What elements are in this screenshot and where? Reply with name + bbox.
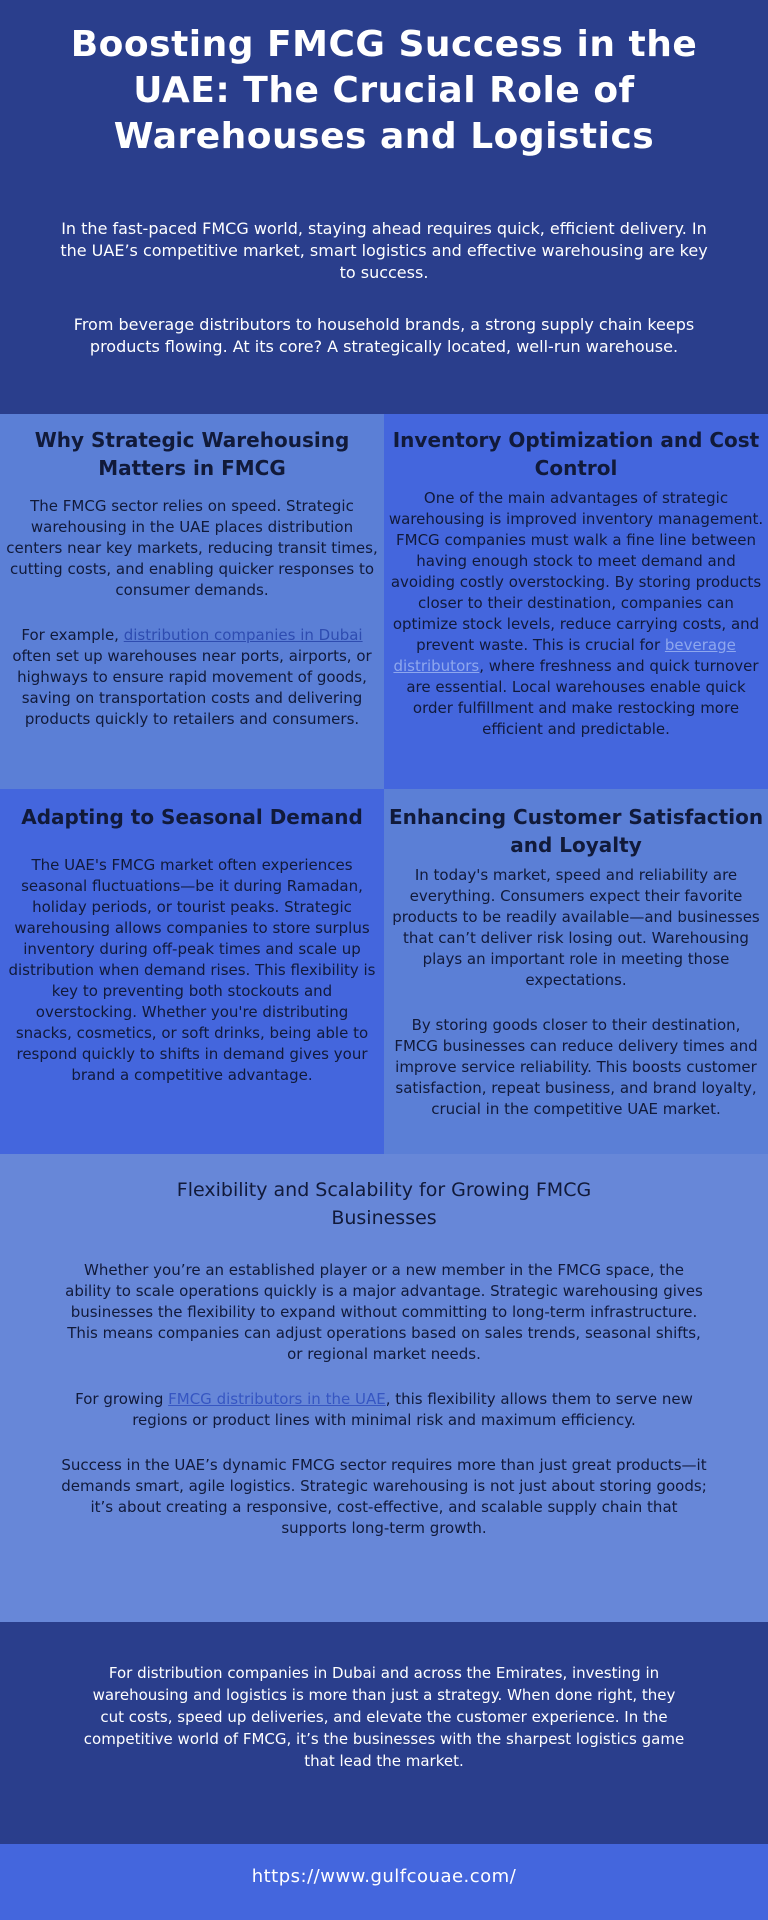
fmcg-distributors-link[interactable]: FMCG distributors in the UAE [168, 1390, 386, 1408]
section-heading: Why Strategic Warehousing Matters in FMCG [34, 428, 350, 480]
section-heading: Enhancing Customer Satisfaction and Loyalty [388, 805, 764, 857]
text-fragment: , this flexibility allows them to serve new regions or product lines with minimal risk and maximum efficiency. [132, 1390, 693, 1429]
website-url-bar [0, 1844, 768, 1920]
section-paragraph: Whether you’re an established player or a new member in the FMCG space, the ability to scale operations quickly is a major advantage. Strategic warehousing gives businesses the flexibility to expand without committing to long-term infrastructure. This means companies can adjust operations based on sales trends, seasonal shifts, or regional market needs. [65, 1261, 703, 1363]
section-strategic-warehousing [0, 414, 384, 789]
section-flexibility-scalability [0, 1154, 768, 1622]
text-fragment: often set up warehouses near ports, airports, or highways to ensure rapid movement of goods, saving on transportation costs and delivering products quickly to retailers and consumers. [12, 647, 372, 728]
section-heading: Inventory Optimization and Cost Control [392, 428, 760, 480]
section-paragraph [60, 1389, 708, 1431]
text-fragment: For growing [75, 1390, 169, 1408]
footer-conclusion [0, 1622, 768, 1844]
page-title: Boosting FMCG Success in the UAE: The Crucial Role of Warehouses and Logistics [70, 24, 698, 157]
beverage-distributors-link[interactable]: beverage distributors [393, 636, 736, 675]
section-paragraph: The UAE's FMCG market often experiences seasonal fluctuations—be it during Ramadan, holiday periods, or tourist peaks. Strategic warehousing allows companies to store surplus inventory during off-peak times and scale up distribution when demand rises. This flexibility is key to preventing both stockouts and overstocking. Whether you're distributing snacks, cosmetics, or soft drinks, being able to respond quickly to shifts in demand gives your brand a competitive advantage. [8, 856, 376, 1084]
text-fragment: One of the main advantages of strategic warehousing is improved inventory management. FMCG companies must walk a fine line between having enough stock to meet demand and avoiding costly overstocking. By storing products closer to their destination, companies can optimize stock levels, reduce carrying costs, and prevent waste. This is crucial for [388, 489, 764, 654]
section-heading: Flexibility and Scalability for Growing FMCG Businesses [176, 1179, 592, 1229]
section-paragraph [6, 625, 378, 730]
intro-paragraph-2: From beverage distributors to household brands, a strong supply chain keeps products flowing. At its core? A strategically located, well-run warehouse. [73, 315, 695, 356]
section-paragraph [388, 488, 764, 740]
text-fragment: For example, [21, 626, 124, 644]
section-inventory-optimization [384, 414, 768, 789]
distribution-companies-link[interactable]: distribution companies in Dubai [123, 626, 363, 644]
section-paragraph: Success in the UAE’s dynamic FMCG sector requires more than just great products—it demands smart, agile logistics. Strategic warehousing is not just about storing goods; it’s about creating a responsive, cost-effective, and scalable supply chain that supports long-term growth. [61, 1456, 707, 1537]
section-paragraph: In today's market, speed and reliability are everything. Consumers expect their favorite products to be readily available—and businesses that can’t deliver risk losing out. Warehousing plays an important role in meeting those expectations. [392, 866, 760, 989]
section-seasonal-demand [0, 789, 384, 1154]
intro-paragraph-1: In the fast-paced FMCG world, staying ahead requires quick, efficient delivery. In the UAE’s competitive market, smart logistics and effective warehousing are key to success. [60, 219, 708, 282]
section-heading: Adapting to Seasonal Demand [21, 805, 363, 829]
website-url-link[interactable]: https://www.gulfcouae.com/ [251, 1866, 517, 1887]
conclusion-paragraph: For distribution companies in Dubai and across the Emirates, investing in warehousing and logistics is more than just a strategy. When done right, they cut costs, speed up deliveries, and elevate the customer experience. In the competitive world of FMCG, it’s the businesses with the sharpest logistics game that lead the market. [83, 1664, 685, 1770]
section-paragraph: By storing goods closer to their destination, FMCG businesses can reduce delivery times and improve service reliability. This boosts customer satisfaction, repeat business, and brand loyalty, crucial in the competitive UAE market. [394, 1016, 758, 1118]
text-fragment: , where freshness and quick turnover are essential. Local warehouses enable quick order fulfillment and make restocking more efficient and predictable. [406, 657, 759, 738]
section-paragraph: The FMCG sector relies on speed. Strategic warehousing in the UAE places distribution centers near key markets, reducing transit times, cutting costs, and enabling quicker responses to consumer demands. [6, 497, 378, 599]
header-banner [0, 0, 768, 414]
section-customer-satisfaction [384, 789, 768, 1154]
